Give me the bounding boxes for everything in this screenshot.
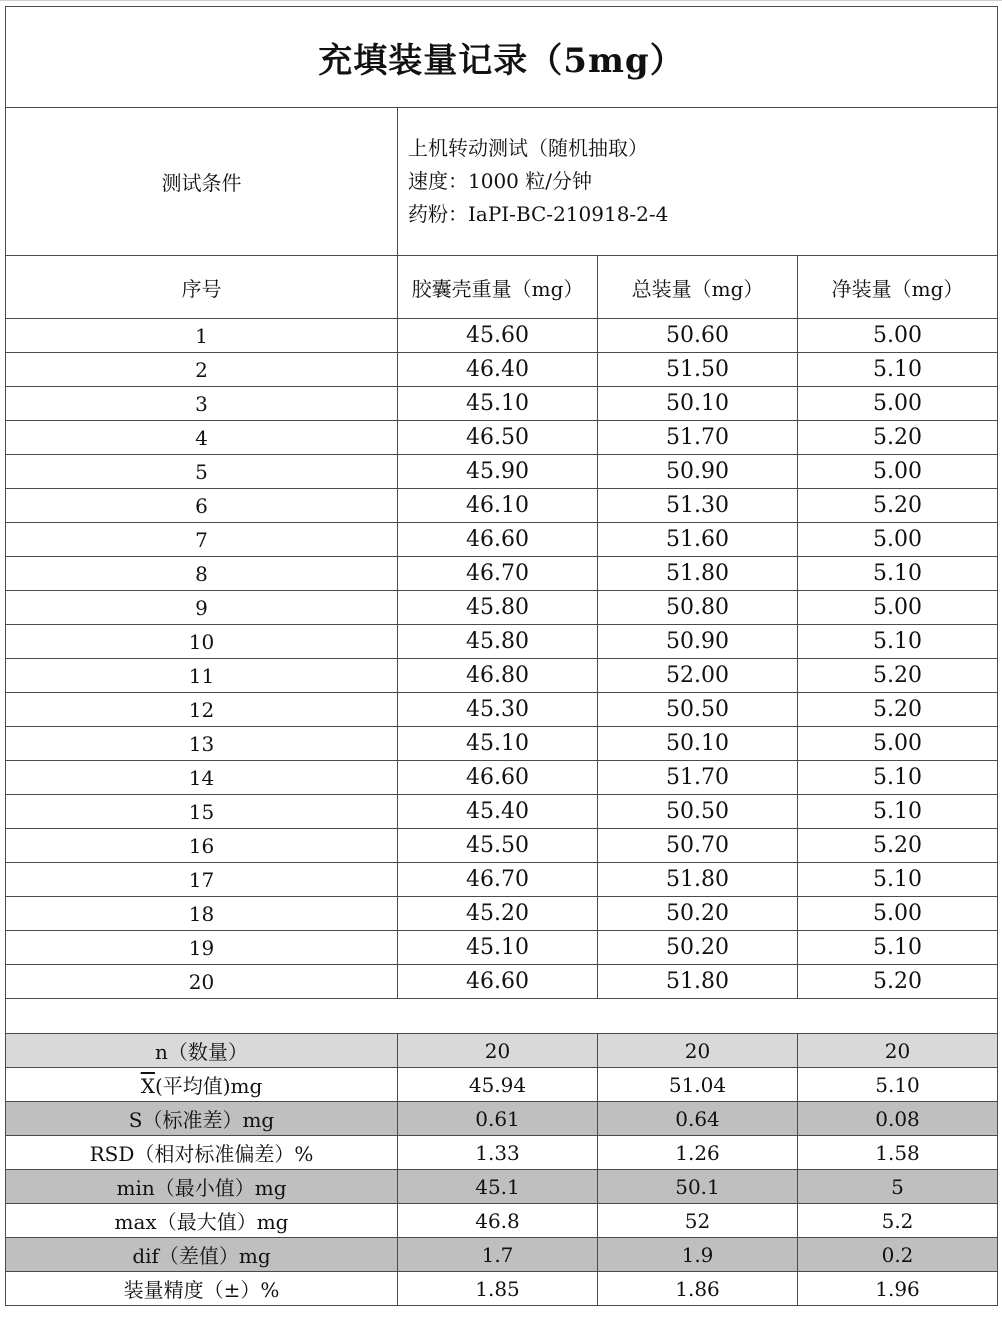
table-row xyxy=(6,319,998,353)
stat-shell-weight: 46.8 xyxy=(398,1204,598,1238)
table-row xyxy=(6,727,998,761)
cell-index: 18 xyxy=(6,897,398,931)
table-row xyxy=(6,863,998,897)
stat-row xyxy=(6,1102,998,1136)
cell-shell-weight: 45.50 xyxy=(398,829,598,863)
cell-net-weight: 5.20 xyxy=(798,693,998,727)
stat-total-weight: 0.64 xyxy=(598,1102,798,1136)
cell-index: 5 xyxy=(6,455,398,489)
cell-total-weight: 51.80 xyxy=(598,557,798,591)
stat-row xyxy=(6,1034,998,1068)
stat-label: n（数量） xyxy=(6,1034,398,1068)
cell-net-weight: 5.00 xyxy=(798,897,998,931)
cell-index: 17 xyxy=(6,863,398,897)
stat-total-weight: 1.86 xyxy=(598,1272,798,1306)
cell-total-weight: 51.70 xyxy=(598,761,798,795)
cell-total-weight: 51.80 xyxy=(598,965,798,999)
spacer-row xyxy=(6,999,998,1034)
cell-net-weight: 5.00 xyxy=(798,455,998,489)
cell-shell-weight: 45.20 xyxy=(398,897,598,931)
cell-total-weight: 51.80 xyxy=(598,863,798,897)
stat-net-weight: 1.58 xyxy=(798,1136,998,1170)
stat-total-weight: 52 xyxy=(598,1204,798,1238)
cell-net-weight: 5.20 xyxy=(798,489,998,523)
statistics-rows xyxy=(6,1034,998,1306)
cell-index: 20 xyxy=(6,965,398,999)
cell-shell-weight: 45.40 xyxy=(398,795,598,829)
cell-net-weight: 5.10 xyxy=(798,863,998,897)
cell-shell-weight: 45.30 xyxy=(398,693,598,727)
table-row xyxy=(6,693,998,727)
table-row xyxy=(6,353,998,387)
cell-net-weight: 5.00 xyxy=(798,319,998,353)
condition-line-method: 上机转动测试（随机抽取） xyxy=(408,136,648,160)
test-conditions-label: 测试条件 xyxy=(6,108,398,256)
cell-net-weight: 5.10 xyxy=(798,557,998,591)
cell-index: 6 xyxy=(6,489,398,523)
cell-net-weight: 5.20 xyxy=(798,421,998,455)
cell-net-weight: 5.10 xyxy=(798,795,998,829)
cell-net-weight: 5.20 xyxy=(798,829,998,863)
cell-index: 14 xyxy=(6,761,398,795)
cell-shell-weight: 45.10 xyxy=(398,931,598,965)
cell-total-weight: 50.20 xyxy=(598,931,798,965)
stat-net-weight: 5.10 xyxy=(798,1068,998,1102)
stat-label xyxy=(6,1068,398,1102)
condition-line-powder: 药粉：IaPI-BC-210918-2-4 xyxy=(408,202,669,226)
cell-shell-weight: 46.10 xyxy=(398,489,598,523)
stat-total-weight: 1.9 xyxy=(598,1238,798,1272)
stat-label: S（标准差）mg xyxy=(6,1102,398,1136)
table-row xyxy=(6,965,998,999)
cell-net-weight: 5.00 xyxy=(798,523,998,557)
stat-shell-weight: 45.94 xyxy=(398,1068,598,1102)
cell-index: 2 xyxy=(6,353,398,387)
cell-index: 13 xyxy=(6,727,398,761)
cell-shell-weight: 45.10 xyxy=(398,727,598,761)
stat-row xyxy=(6,1068,998,1102)
cell-index: 7 xyxy=(6,523,398,557)
cell-index: 15 xyxy=(6,795,398,829)
header-index: 序号 xyxy=(6,256,398,319)
cell-total-weight: 50.80 xyxy=(598,591,798,625)
cell-index: 12 xyxy=(6,693,398,727)
table-row xyxy=(6,659,998,693)
stat-net-weight: 0.08 xyxy=(798,1102,998,1136)
cell-total-weight: 50.10 xyxy=(598,387,798,421)
table-row xyxy=(6,761,998,795)
cell-net-weight: 5.00 xyxy=(798,591,998,625)
stat-shell-weight: 45.1 xyxy=(398,1170,598,1204)
table-row xyxy=(6,897,998,931)
stat-row xyxy=(6,1238,998,1272)
cell-total-weight: 50.20 xyxy=(598,897,798,931)
cell-index: 1 xyxy=(6,319,398,353)
cell-total-weight: 51.70 xyxy=(598,421,798,455)
top-border-line xyxy=(0,0,1002,1)
cell-net-weight: 5.10 xyxy=(798,931,998,965)
cell-total-weight: 50.50 xyxy=(598,693,798,727)
stat-label-text: (平均值)mg xyxy=(154,1074,263,1098)
stat-row xyxy=(6,1272,998,1306)
table-row xyxy=(6,557,998,591)
stat-net-weight: 5.2 xyxy=(798,1204,998,1238)
stat-shell-weight: 1.33 xyxy=(398,1136,598,1170)
cell-net-weight: 5.00 xyxy=(798,727,998,761)
cell-index: 16 xyxy=(6,829,398,863)
cell-net-weight: 5.00 xyxy=(798,387,998,421)
cell-shell-weight: 46.60 xyxy=(398,761,598,795)
stat-label: min（最小值）mg xyxy=(6,1170,398,1204)
stat-shell-weight: 20 xyxy=(398,1034,598,1068)
stat-shell-weight: 1.85 xyxy=(398,1272,598,1306)
cell-shell-weight: 45.80 xyxy=(398,591,598,625)
table-row xyxy=(6,489,998,523)
stat-label: RSD（相对标准偏差）% xyxy=(6,1136,398,1170)
header-net-weight: 净装量（mg） xyxy=(798,256,998,319)
table-row xyxy=(6,421,998,455)
fill-weight-record-table xyxy=(5,6,998,1306)
stat-total-weight: 1.26 xyxy=(598,1136,798,1170)
table-row xyxy=(6,829,998,863)
stat-label: 装量精度（±）% xyxy=(6,1272,398,1306)
cell-total-weight: 50.60 xyxy=(598,319,798,353)
stat-shell-weight: 0.61 xyxy=(398,1102,598,1136)
cell-total-weight: 50.70 xyxy=(598,829,798,863)
stat-total-weight: 50.1 xyxy=(598,1170,798,1204)
cell-total-weight: 50.90 xyxy=(598,455,798,489)
stat-net-weight: 20 xyxy=(798,1034,998,1068)
stat-shell-weight: 1.7 xyxy=(398,1238,598,1272)
stat-row xyxy=(6,1170,998,1204)
cell-index: 11 xyxy=(6,659,398,693)
stat-net-weight: 5 xyxy=(798,1170,998,1204)
cell-total-weight: 52.00 xyxy=(598,659,798,693)
cell-net-weight: 5.10 xyxy=(798,353,998,387)
cell-shell-weight: 45.90 xyxy=(398,455,598,489)
cell-shell-weight: 46.50 xyxy=(398,421,598,455)
table-row xyxy=(6,455,998,489)
table-row xyxy=(6,387,998,421)
header-shell-weight: 胶囊壳重量（mg） xyxy=(398,256,598,319)
cell-shell-weight: 45.10 xyxy=(398,387,598,421)
table-row xyxy=(6,625,998,659)
column-header-row xyxy=(6,256,998,319)
cell-net-weight: 5.10 xyxy=(798,761,998,795)
stat-total-weight: 51.04 xyxy=(598,1068,798,1102)
mean-symbol: $\overline{X}$ xyxy=(140,1074,155,1098)
page-title: 充填装量记录（5mg） xyxy=(6,7,998,108)
table-row xyxy=(6,523,998,557)
cell-shell-weight: 46.40 xyxy=(398,353,598,387)
cell-total-weight: 50.10 xyxy=(598,727,798,761)
cell-shell-weight: 45.80 xyxy=(398,625,598,659)
cell-total-weight: 50.90 xyxy=(598,625,798,659)
cell-net-weight: 5.10 xyxy=(798,625,998,659)
cell-total-weight: 51.60 xyxy=(598,523,798,557)
test-conditions-text xyxy=(398,108,998,256)
stat-net-weight: 1.96 xyxy=(798,1272,998,1306)
condition-line-speed: 速度：1000 粒/分钟 xyxy=(408,169,592,193)
cell-shell-weight: 46.70 xyxy=(398,863,598,897)
cell-index: 4 xyxy=(6,421,398,455)
spacer-cell xyxy=(6,999,998,1034)
cell-net-weight: 5.20 xyxy=(798,659,998,693)
cell-shell-weight: 46.60 xyxy=(398,965,598,999)
cell-index: 10 xyxy=(6,625,398,659)
cell-shell-weight: 45.60 xyxy=(398,319,598,353)
stat-label: dif（差值）mg xyxy=(6,1238,398,1272)
stat-row xyxy=(6,1136,998,1170)
stat-net-weight: 0.2 xyxy=(798,1238,998,1272)
data-rows xyxy=(6,319,998,999)
table-row xyxy=(6,795,998,829)
table-row xyxy=(6,931,998,965)
stat-total-weight: 20 xyxy=(598,1034,798,1068)
cell-total-weight: 50.50 xyxy=(598,795,798,829)
cell-total-weight: 51.50 xyxy=(598,353,798,387)
cell-shell-weight: 46.80 xyxy=(398,659,598,693)
cell-index: 8 xyxy=(6,557,398,591)
table-row xyxy=(6,591,998,625)
stat-label: max（最大值）mg xyxy=(6,1204,398,1238)
header-total-weight: 总装量（mg） xyxy=(598,256,798,319)
cell-shell-weight: 46.60 xyxy=(398,523,598,557)
cell-index: 19 xyxy=(6,931,398,965)
cell-shell-weight: 46.70 xyxy=(398,557,598,591)
stat-row xyxy=(6,1204,998,1238)
cell-net-weight: 5.20 xyxy=(798,965,998,999)
cell-index: 9 xyxy=(6,591,398,625)
cell-total-weight: 51.30 xyxy=(598,489,798,523)
cell-index: 3 xyxy=(6,387,398,421)
